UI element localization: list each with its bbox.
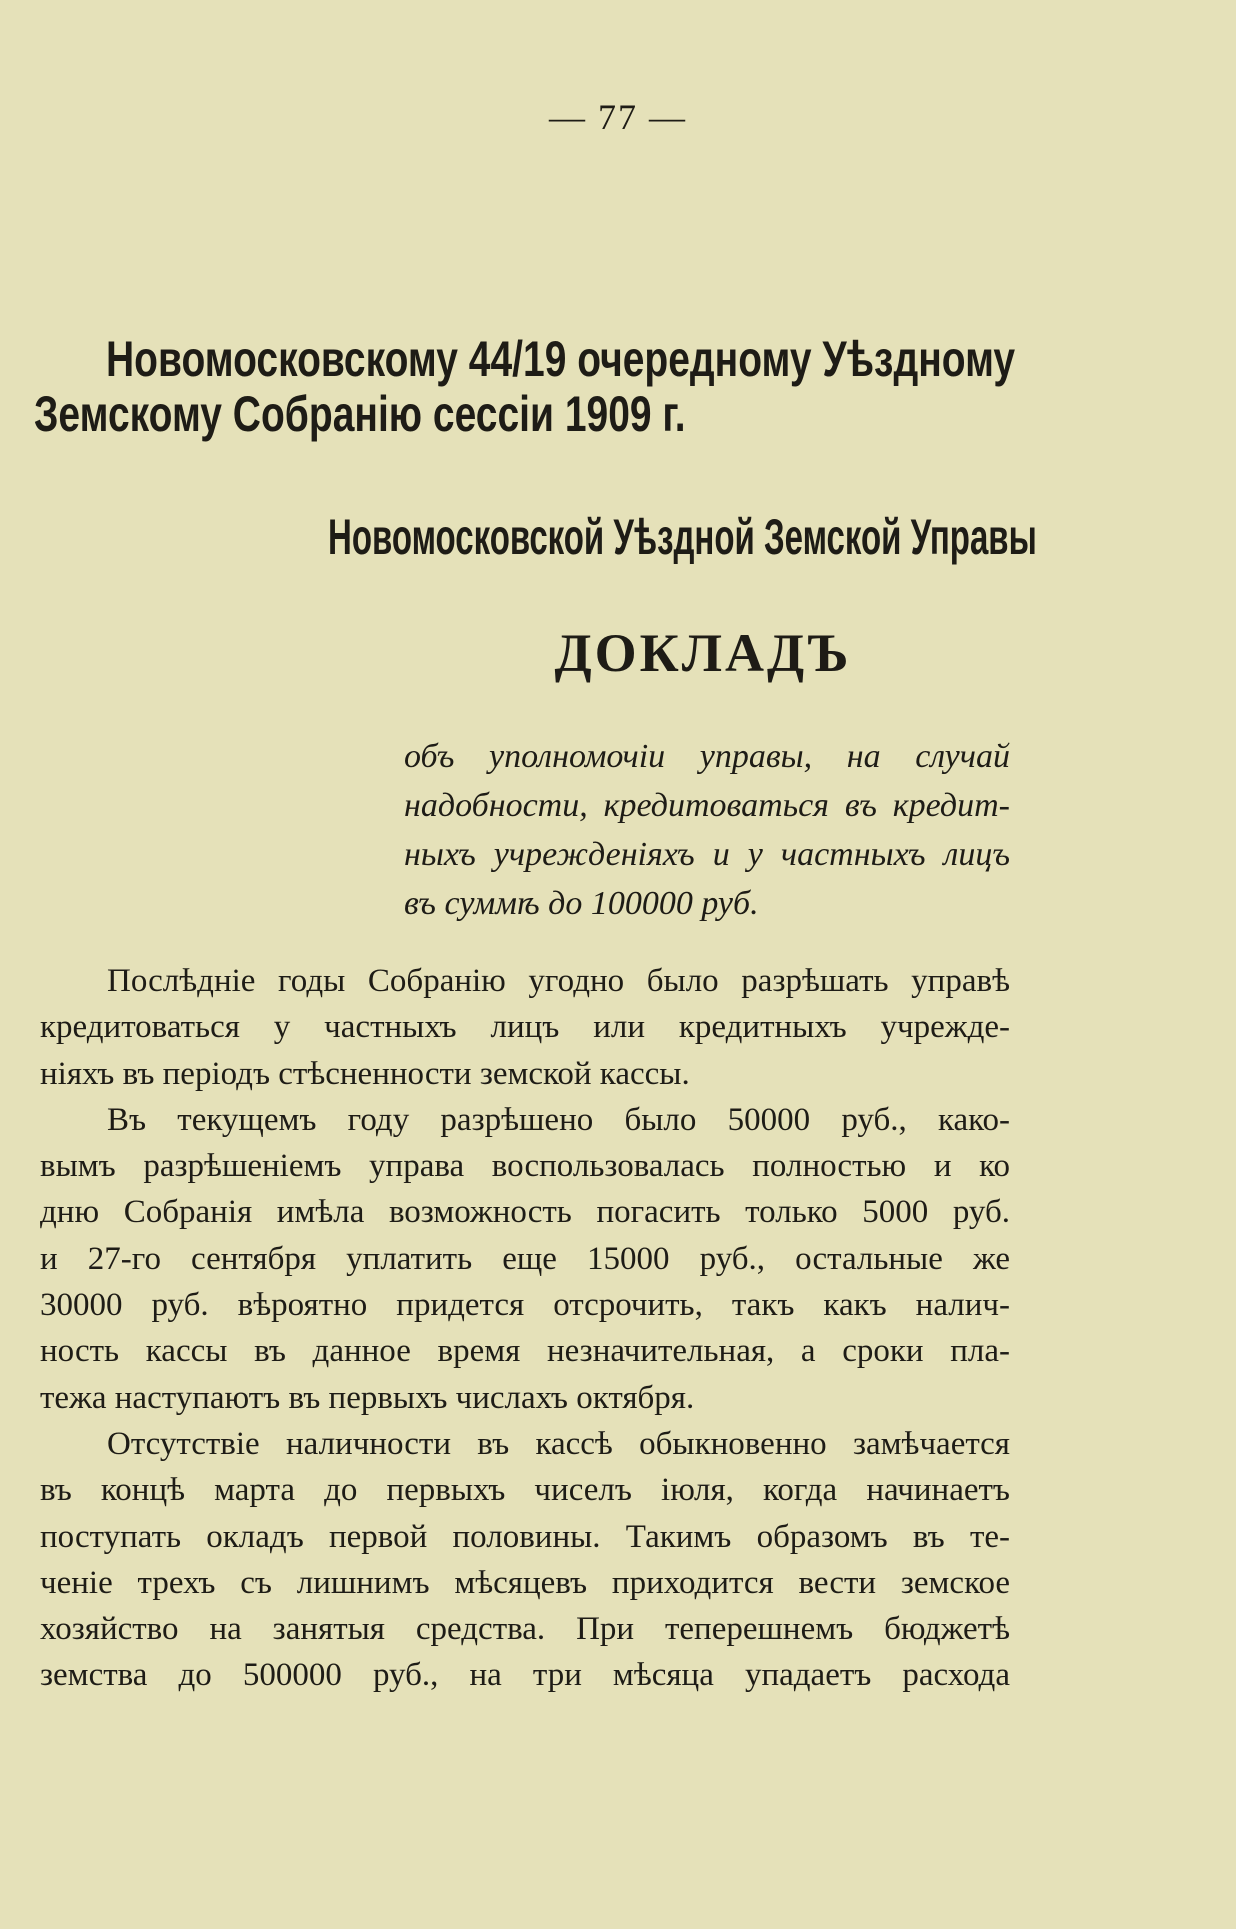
body-line: земства до 500000 руб., на три мѣсяца упадаетъ расхода xyxy=(40,1657,1010,1694)
body-line: 30000 руб. вѣроятно придется отсрочить, такъ какъ налич- xyxy=(40,1287,1010,1324)
body-line: ніяхъ въ періодъ стѣсненности земской кассы. xyxy=(40,1055,690,1092)
body-line: Послѣдніе годы Собранію угодно было разрѣшать управѣ xyxy=(107,963,1010,999)
body-line: тежа наступаютъ въ первыхъ числахъ октября. xyxy=(40,1379,695,1416)
body-line: и 27-го сентября уплатить еще 15000 руб., остальные же xyxy=(40,1240,1010,1277)
heading-line-2: Земскому Собранію сессіи 1909 г. xyxy=(34,386,686,442)
body-line: вымъ разрѣшеніемъ управа воспользовалась полностью и ко xyxy=(40,1148,1010,1185)
subtitle-line: въ суммѣ до 100000 руб. xyxy=(404,885,759,922)
body-line: Отсутствіе наличности въ кассѣ обыкновенно замѣчается xyxy=(107,1425,1010,1462)
body-line: Въ текущемъ году разрѣшено было 50000 руб., како- xyxy=(107,1101,1010,1138)
body-line: кредитоваться у частныхъ лицъ или кредитныхъ учрежде- xyxy=(40,1009,1010,1046)
body-line: поступать окладъ первой половины. Такимъ образомъ въ те- xyxy=(40,1518,1010,1555)
body-line: хозяйство на занятыя средства. При теперешнемъ бюджетѣ xyxy=(40,1611,1010,1648)
subtitle-line: надобности, кредитоваться въ кредит- xyxy=(404,787,1010,824)
body-line: въ концѣ марта до первыхъ чиселъ іюля, когда начинаетъ xyxy=(40,1472,1010,1509)
body-line: дню Собранія имѣла возможность погасить только 5000 руб. xyxy=(40,1194,1010,1231)
subtitle-line: объ уполномочіи управы, на случай xyxy=(404,738,1010,775)
body-line: ченіе трехъ съ лишнимъ мѣсяцевъ приходится вести земское xyxy=(40,1564,1010,1601)
authority-heading: Новомосковской Уѣздной Земской Управы xyxy=(328,509,1037,565)
body-text xyxy=(40,958,1010,1699)
subtitle-line: ныхъ учрежденіяхъ и у частныхъ лицъ xyxy=(404,836,1010,873)
body-line: ность кассы въ данное время незначительная, а сроки пла- xyxy=(40,1333,1010,1370)
subtitle xyxy=(404,732,1010,928)
page-number: — 77 — xyxy=(549,97,687,137)
document-title: ДОКЛАДЪ xyxy=(554,623,852,683)
heading-line-1: Новомосковскому 44/19 очередному Уѣздному xyxy=(106,331,1016,387)
